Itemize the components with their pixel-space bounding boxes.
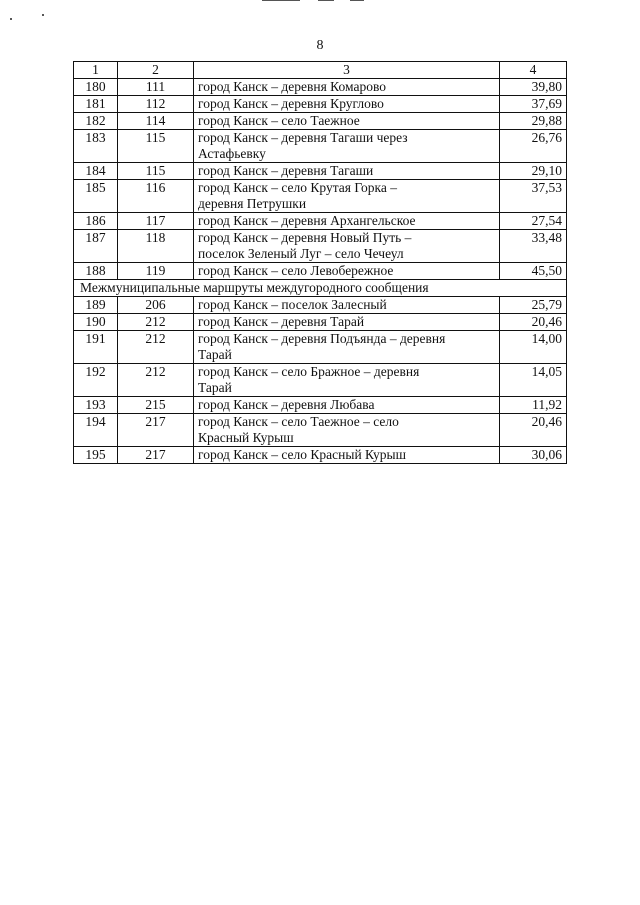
- route-number-cell: 212: [118, 364, 194, 397]
- row-number-cell: 183: [74, 130, 118, 163]
- row-number-cell: 192: [74, 364, 118, 397]
- scan-speck: [42, 14, 44, 16]
- table-row: [74, 180, 567, 213]
- route-length-cell: 20,46: [500, 414, 567, 447]
- route-name-line: город Канск – деревня Комарово: [198, 79, 386, 94]
- route-name-line: поселок Зеленый Луг – село Чечеул: [198, 246, 404, 261]
- header-cell: 4: [500, 62, 567, 79]
- scan-speck: [10, 18, 12, 20]
- route-name-cell: [194, 180, 500, 213]
- table-row: [74, 113, 567, 130]
- table-row: [74, 230, 567, 263]
- route-name-cell: [194, 113, 500, 130]
- header-cell: 3: [194, 62, 500, 79]
- table-row: [74, 364, 567, 397]
- route-name-line: город Канск – село Бражное – деревня: [198, 364, 420, 379]
- row-number-cell: 188: [74, 263, 118, 280]
- route-name-cell: [194, 314, 500, 331]
- route-number-cell: 217: [118, 447, 194, 464]
- scan-edge-mark: [262, 0, 300, 1]
- routes-table: [73, 61, 567, 464]
- route-number-cell: 215: [118, 397, 194, 414]
- route-name-cell: [194, 230, 500, 263]
- row-number-cell: 186: [74, 213, 118, 230]
- route-name-cell: [194, 79, 500, 96]
- table-row: [74, 297, 567, 314]
- route-name-line: Тарай: [198, 347, 232, 362]
- route-number-cell: 118: [118, 230, 194, 263]
- route-name-line: деревня Петрушки: [198, 196, 307, 211]
- route-length-cell: 14,05: [500, 364, 567, 397]
- route-length-cell: 30,06: [500, 447, 567, 464]
- route-name-line: город Канск – деревня Тагаши через: [198, 130, 408, 145]
- route-name-line: город Канск – деревня Любава: [198, 397, 375, 412]
- route-length-cell: 26,76: [500, 130, 567, 163]
- route-number-cell: 212: [118, 314, 194, 331]
- routes-table-body: [74, 62, 567, 464]
- table-row: [74, 397, 567, 414]
- route-name-line: город Канск – деревня Архангельское: [198, 213, 416, 228]
- route-length-cell: 45,50: [500, 263, 567, 280]
- route-name-cell: [194, 447, 500, 464]
- route-number-cell: 117: [118, 213, 194, 230]
- table-row: [74, 263, 567, 280]
- route-length-cell: 11,92: [500, 397, 567, 414]
- scan-edge-mark: [318, 0, 334, 1]
- route-name-cell: [194, 364, 500, 397]
- row-number-cell: 182: [74, 113, 118, 130]
- route-length-cell: 20,46: [500, 314, 567, 331]
- route-name-cell: [194, 331, 500, 364]
- route-name-line: город Канск – село Таежное – село: [198, 414, 399, 429]
- row-number-cell: 180: [74, 79, 118, 96]
- page-number: 8: [316, 38, 324, 53]
- route-length-cell: 25,79: [500, 297, 567, 314]
- row-number-cell: 190: [74, 314, 118, 331]
- row-number-cell: 181: [74, 96, 118, 113]
- route-number-cell: 206: [118, 297, 194, 314]
- route-length-cell: 37,53: [500, 180, 567, 213]
- route-name-line: Астафьевку: [198, 146, 266, 161]
- row-number-cell: 195: [74, 447, 118, 464]
- route-length-cell: 29,10: [500, 163, 567, 180]
- route-name-line: город Канск – село Левобережное: [198, 263, 394, 278]
- route-number-cell: 217: [118, 414, 194, 447]
- table-row: [74, 447, 567, 464]
- route-name-cell: [194, 130, 500, 163]
- route-name-cell: [194, 414, 500, 447]
- route-number-cell: 212: [118, 331, 194, 364]
- table-row: [74, 414, 567, 447]
- header-cell: 2: [118, 62, 194, 79]
- route-number-cell: 115: [118, 130, 194, 163]
- route-name-line: город Канск – деревня Подъянда – деревня: [198, 331, 446, 346]
- route-name-cell: [194, 96, 500, 113]
- row-number-cell: 184: [74, 163, 118, 180]
- row-number-cell: 193: [74, 397, 118, 414]
- route-number-cell: 119: [118, 263, 194, 280]
- row-number-cell: 194: [74, 414, 118, 447]
- route-name-cell: [194, 263, 500, 280]
- route-name-line: Красный Курыш: [198, 430, 294, 445]
- route-number-cell: 112: [118, 96, 194, 113]
- route-length-cell: 39,80: [500, 79, 567, 96]
- header-cell: 1: [74, 62, 118, 79]
- row-number-cell: 191: [74, 331, 118, 364]
- table-section-row: [74, 280, 567, 297]
- route-name-line: город Канск – село Крутая Горка –: [198, 180, 397, 195]
- route-name-cell: [194, 163, 500, 180]
- route-name-line: город Канск – деревня Круглово: [198, 96, 384, 111]
- route-name-line: город Канск – деревня Новый Путь –: [198, 230, 412, 245]
- table-row: [74, 96, 567, 113]
- route-length-cell: 27,54: [500, 213, 567, 230]
- route-name-line: город Канск – село Красный Курыш: [198, 447, 406, 462]
- route-name-cell: [194, 297, 500, 314]
- table-row: [74, 79, 567, 96]
- row-number-cell: 187: [74, 230, 118, 263]
- route-name-line: город Канск – деревня Тарай: [198, 314, 365, 329]
- route-number-cell: 116: [118, 180, 194, 213]
- route-name-line: Тарай: [198, 380, 232, 395]
- scan-edge-mark: [350, 0, 364, 1]
- route-length-cell: 37,69: [500, 96, 567, 113]
- route-length-cell: 33,48: [500, 230, 567, 263]
- route-number-cell: 114: [118, 113, 194, 130]
- route-length-cell: 14,00: [500, 331, 567, 364]
- route-name-cell: [194, 397, 500, 414]
- table-row: [74, 130, 567, 163]
- route-name-line: город Канск – село Таежное: [198, 113, 360, 128]
- route-name-cell: [194, 213, 500, 230]
- table-row: [74, 331, 567, 364]
- route-name-line: город Канск – деревня Тагаши: [198, 163, 374, 178]
- table-header-row: [74, 62, 567, 79]
- route-length-cell: 29,88: [500, 113, 567, 130]
- row-number-cell: 185: [74, 180, 118, 213]
- section-title: Межмуниципальные маршруты междугородного сообщения: [74, 280, 567, 297]
- route-number-cell: 111: [118, 79, 194, 96]
- table-row: [74, 163, 567, 180]
- row-number-cell: 189: [74, 297, 118, 314]
- route-name-line: город Канск – поселок Залесный: [198, 297, 387, 312]
- table-row: [74, 314, 567, 331]
- route-number-cell: 115: [118, 163, 194, 180]
- table-row: [74, 213, 567, 230]
